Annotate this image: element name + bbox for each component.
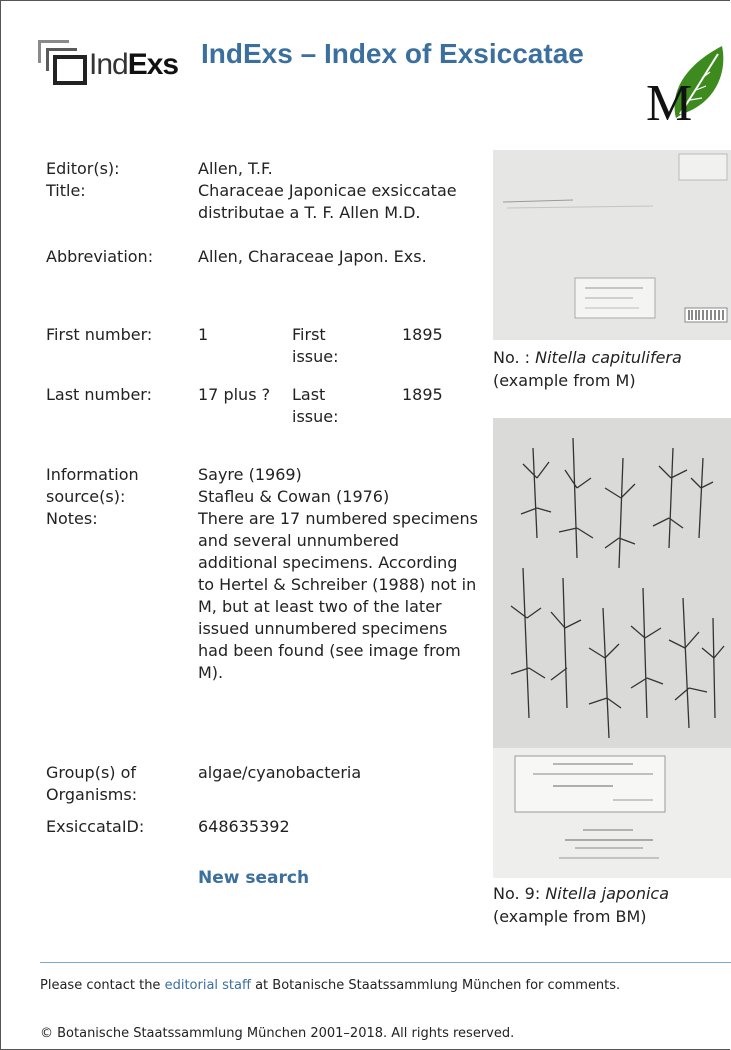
copyright-text: © Botanische Staatssammlung München 2001–2018. All rights reserved. [40,1026,515,1041]
specimen-sheet-2 [493,418,731,878]
info-source-value-1: Sayre (1969) [198,465,302,484]
title-label: Title: [46,181,86,200]
example-caption-1: No. : Nitella capitulifera (example from M) [493,348,682,390]
info-source-label: Information source(s): [46,465,139,506]
exsiccata-id-value: 648635392 [198,817,290,836]
footer-divider [40,962,731,963]
logo-wordmark: IndExs [89,48,179,81]
first-number-value: 1 [198,325,209,344]
specimen-image-2[interactable] [493,418,731,878]
specimen-image-1[interactable] [493,150,731,340]
last-issue-label: Last issue: [292,385,339,426]
page-title: IndExs – Index of Exsiccatae [201,38,584,69]
group-value: algae/cyanobacteria [198,763,362,782]
first-number-label: First number: [46,325,153,344]
exsiccata-id-label: ExsiccataID: [46,817,145,836]
abbreviation-label: Abbreviation: [46,247,154,266]
notes-label: Notes: [46,509,98,528]
title-value: Characeae Japonicae exsiccatae distributae a T. F. Allen M.D. [198,181,457,222]
first-issue-value: 1895 [402,325,443,344]
editors-value: Allen, T.F. [198,159,273,178]
herbarium-m-leaf-logo[interactable] [640,40,730,122]
abbreviation-value: Allen, Characeae Japon. Exs. [198,247,427,266]
last-issue-value: 1895 [402,385,443,404]
logo-frame-icon [53,55,87,85]
indexs-logo[interactable] [38,40,196,88]
info-source-value-2: Stafleu & Cowan (1976) [198,487,390,506]
last-number-value: 17 plus ? [198,385,271,404]
editors-label: Editor(s): [46,159,120,178]
new-search-link[interactable]: New search [198,868,310,888]
specimen-sheet-1 [493,150,731,340]
contact-text: Please contact the editorial staff at Botanische Staatssammlung München for comments. [40,978,621,993]
example-caption-2: No. 9: Nitella japonica (example from BM) [493,884,670,926]
last-number-label: Last number: [46,385,152,404]
editorial-staff-link[interactable]: editorial staff [164,978,251,993]
notes-value: There are 17 numbered specimens and several unnumbered additional specimens. According to Hertel & Schreiber (1988) not in M, but at least two of the later issued unnumbered specimens had been found (see image from M). [198,509,478,682]
first-issue-label: First issue: [292,325,339,366]
group-label: Group(s) of Organisms: [46,763,138,804]
svg-text:M: M [646,75,693,122]
